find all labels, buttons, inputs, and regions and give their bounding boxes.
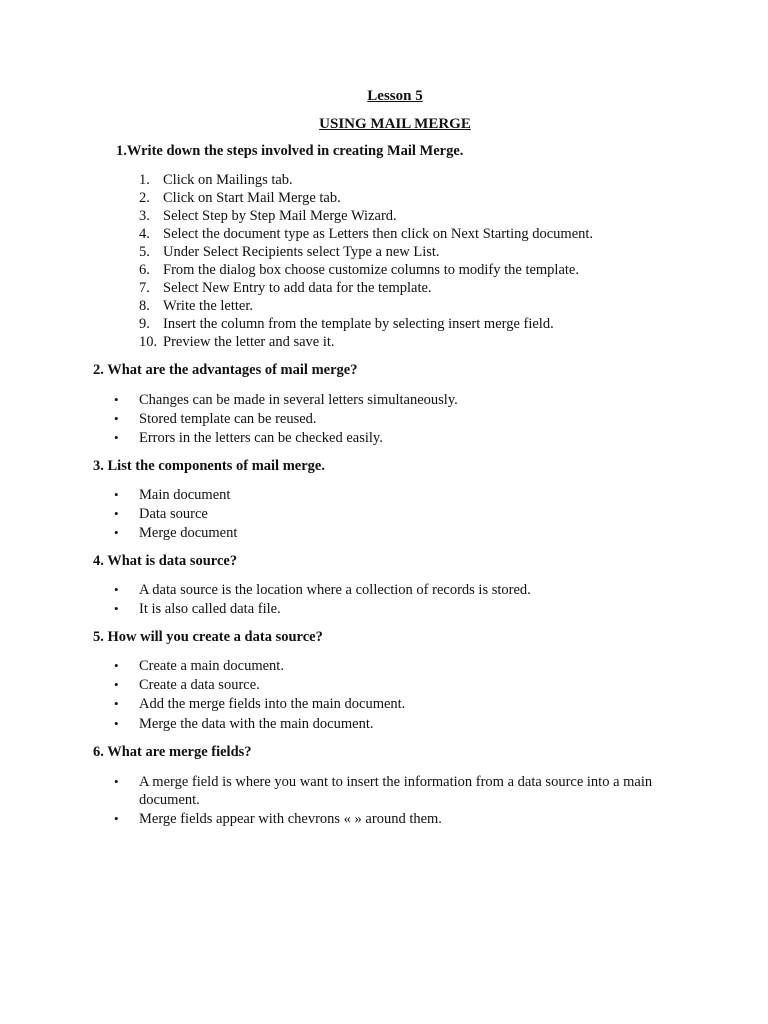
list-item: • A merge field is where you want to insert the information from a data source into a main document.	[114, 774, 653, 808]
document-title: USING MAIL MERGE	[319, 116, 471, 132]
list-item: 7. Select New Entry to add data for the template.	[139, 280, 432, 296]
list-item: 6. From the dialog box choose customize columns to modify the template.	[139, 262, 579, 278]
list-item: • Merge the data with the main document.	[114, 715, 374, 732]
list-item: • Create a main document.	[114, 658, 284, 674]
list-item: 2. Click on Start Mail Merge tab.	[139, 190, 341, 206]
question-2-heading: 2. What are the advantages of mail merge?	[93, 362, 358, 378]
list-item: • Changes can be made in several letters simultaneously.	[114, 392, 458, 408]
create-data-source-list	[114, 657, 405, 734]
list-item: 1. Click on Mailings tab.	[139, 172, 293, 188]
list-item: • A data source is the location where a collection of records is stored.	[114, 582, 531, 598]
question-1-heading: 1.Write down the steps involved in creating Mail Merge.	[116, 143, 464, 159]
list-item: • Merge document	[114, 525, 238, 542]
list-item: • It is also called data file.	[114, 601, 281, 618]
merge-fields-list	[114, 773, 664, 829]
list-item: • Errors in the letters can be checked easily.	[114, 430, 383, 447]
list-item: • Data source	[114, 506, 208, 523]
lesson-heading: Lesson 5	[367, 88, 423, 104]
list-item: • Stored template can be reused.	[114, 411, 317, 428]
list-item: 9. Insert the column from the template by selecting insert merge field.	[139, 316, 554, 332]
list-item: 8. Write the letter.	[139, 298, 254, 314]
steps-list	[139, 171, 593, 351]
advantages-list	[114, 391, 458, 449]
list-item: 4. Select the document type as Letters then click on Next Starting document.	[139, 226, 594, 242]
list-item: • Main document	[114, 487, 231, 503]
question-6-heading: 6. What are merge fields?	[93, 744, 252, 760]
question-4-heading: 4. What is data source?	[93, 553, 238, 569]
components-list	[114, 486, 237, 544]
question-3-heading: 3. List the components of mail merge.	[93, 458, 325, 474]
list-item: • Add the merge fields into the main document.	[114, 696, 406, 713]
list-item: • Merge fields appear with chevrons « » around them.	[114, 811, 442, 828]
list-item: • Create a data source.	[114, 677, 260, 694]
list-item: 3. Select Step by Step Mail Merge Wizard.	[139, 208, 397, 224]
list-item: 5. Under Select Recipients select Type a new List.	[139, 244, 440, 260]
list-item: 10. Preview the letter and save it.	[139, 334, 335, 350]
data-source-list	[114, 581, 531, 619]
question-5-heading: 5. How will you create a data source?	[93, 629, 323, 645]
